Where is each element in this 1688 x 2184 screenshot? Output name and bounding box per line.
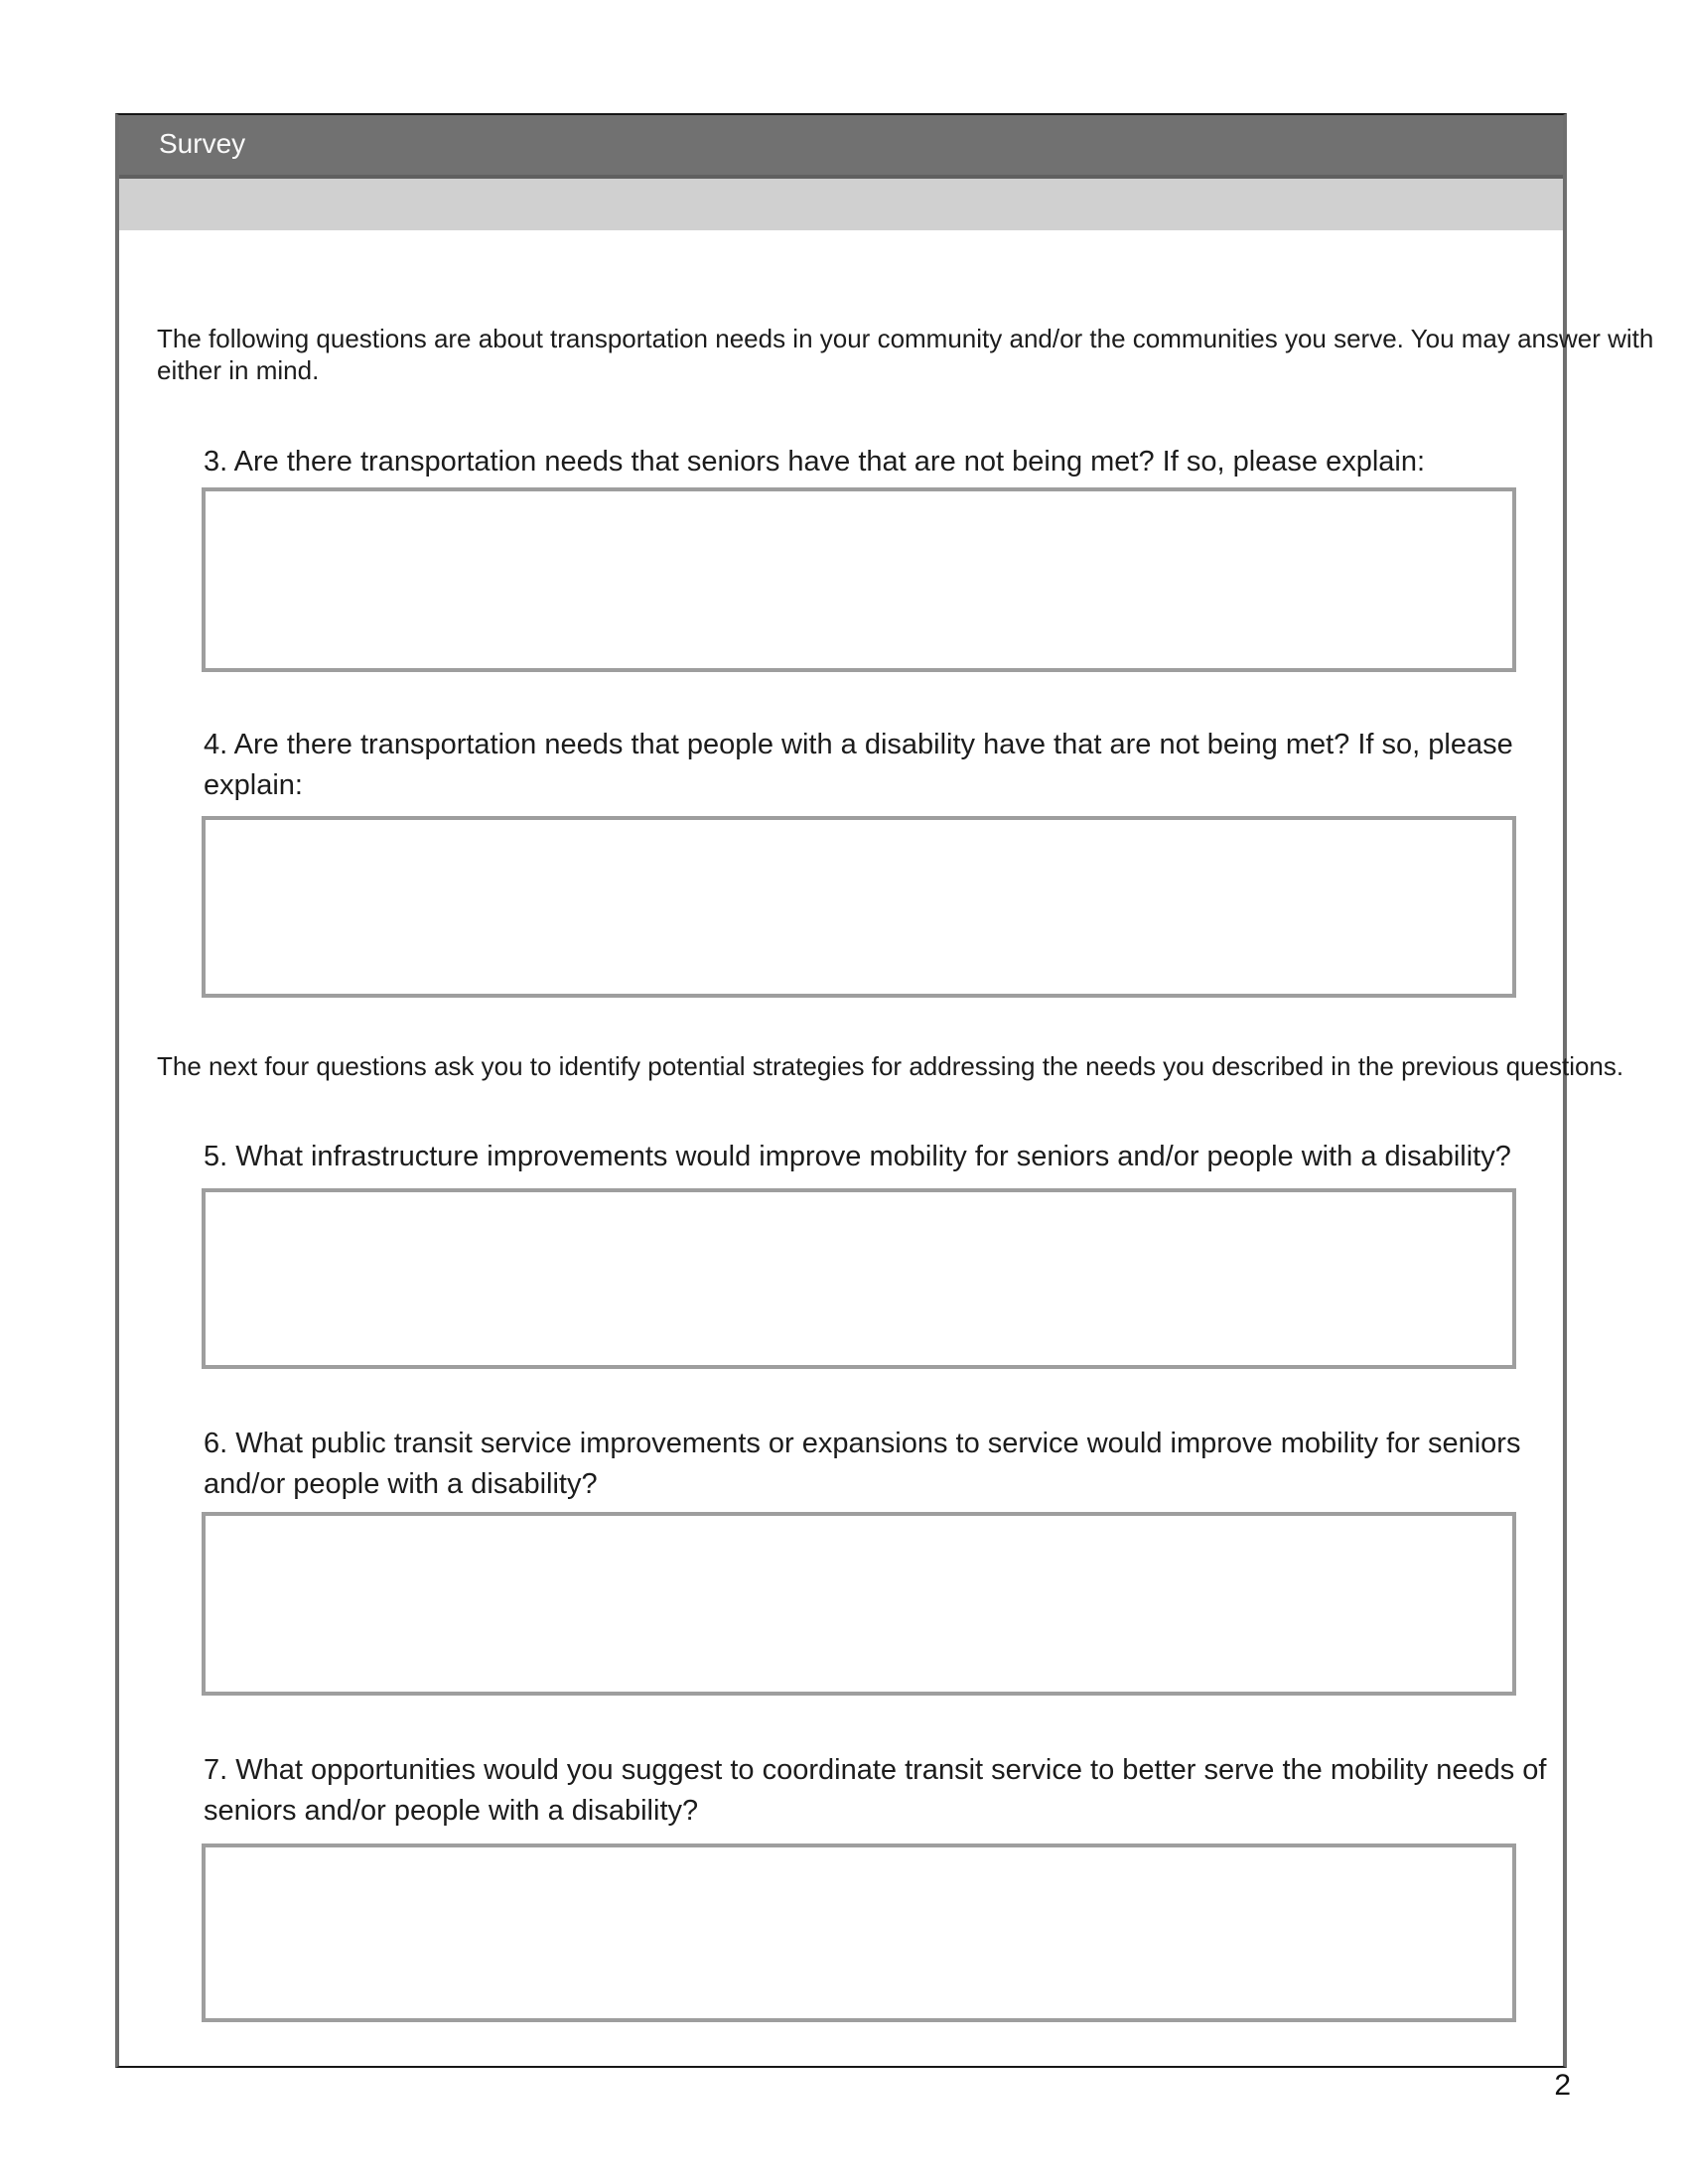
question-7-label [204, 1750, 1563, 1832]
question-7-label-line-2: seniors and/or people with a disability? [204, 1795, 699, 1827]
intro-line-1: The following questions are about transportation needs in your community and/or the communities you serve. You may answer with [157, 324, 1654, 353]
question-6-answer-textarea[interactable] [202, 1512, 1516, 1696]
question-3-block [119, 442, 1563, 672]
intro-line-2: either in mind. [157, 355, 320, 385]
question-3-label [204, 442, 1563, 482]
question-5-answer-textarea[interactable] [202, 1188, 1516, 1369]
header-subbar [119, 179, 1563, 230]
question-5-label-line-1: 5. What infrastructure improvements would improve mobility for seniors and/or people with a disability? [204, 1141, 1511, 1172]
question-3-answer-textarea[interactable] [202, 487, 1516, 672]
question-7-answer-textarea[interactable] [202, 1843, 1516, 2022]
section-note-line-1: The next four questions ask you to identify potential strategies for addressing the needs you described in the previous questions. [157, 1051, 1624, 1081]
question-4-answer-textarea[interactable] [202, 816, 1516, 998]
question-3-label-line-1: 3. Are there transportation needs that seniors have that are not being met? If so, please explain: [204, 446, 1426, 478]
question-4-block [119, 725, 1563, 998]
question-5-block [119, 1137, 1563, 1369]
survey-content [119, 323, 1654, 2022]
question-4-label-line-1: 4. Are there transportation needs that people with a disability have that are not being met? If so, please [204, 729, 1513, 760]
question-6-block [119, 1424, 1563, 1696]
question-7-label-line-1: 7. What opportunities would you suggest to coordinate transit service to better serve the mobility needs of [204, 1754, 1547, 1786]
section-note [157, 1050, 1624, 1082]
survey-title: Survey [159, 128, 246, 159]
question-6-label-line-1: 6. What public transit service improvements or expansions to service would improve mobility for seniors [204, 1428, 1521, 1459]
page-number: 2 [1554, 2069, 1571, 2102]
intro-paragraph [157, 323, 1654, 386]
question-4-label-line-2: explain: [204, 769, 303, 801]
question-5-label [204, 1137, 1563, 1177]
question-7-block [119, 1750, 1563, 2022]
question-4-label [204, 725, 1563, 806]
question-6-label [204, 1424, 1563, 1505]
survey-header-bar [119, 115, 1563, 179]
question-6-label-line-2: and/or people with a disability? [204, 1468, 598, 1500]
survey-page [115, 113, 1654, 2068]
